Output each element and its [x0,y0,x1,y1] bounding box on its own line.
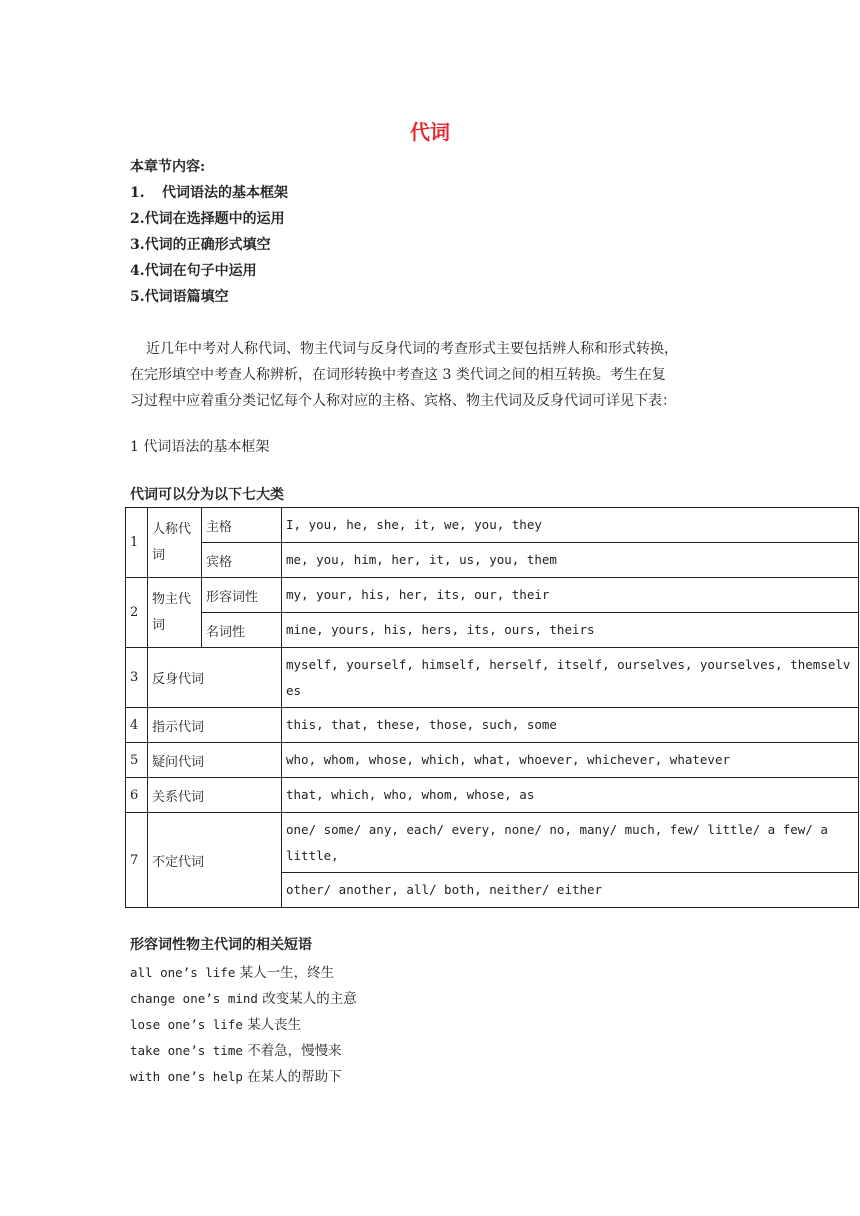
phrase-chinese: 某人丧生 [247,1017,302,1033]
chapter-contents [130,154,288,310]
category-cell: 不定代词 [148,813,282,908]
page-title: 代词 [410,120,450,144]
phrase-list [130,960,357,1090]
intro-paragraph [130,336,730,414]
contents-item-number: 4. [130,263,145,279]
intro-line: 习过程中应着重分类记忆每个人称对应的主格、宾格、物主代词及反身代词可详见下表： [130,393,676,409]
phrase-english: change one’s mind [130,991,258,1006]
row-number: 2 [126,578,148,648]
contents-heading: 本章节内容: [130,159,206,175]
contents-item-text: 代词语篇填空 [144,289,229,305]
words-cell: myself, yourself, himself, herself, itself, ourselves, yourselves, themselves [282,648,859,708]
phrase-english: with one’s help [130,1069,243,1084]
phrase-item [130,986,357,1012]
row-number: 6 [126,778,148,813]
phrase-item [130,960,357,986]
words-cell: that, which, who, whom, whose, as [282,778,859,813]
contents-item-text: 代词语法的基本框架 [162,185,288,201]
phrase-item [130,1012,357,1038]
category-cell: 指示代词 [148,708,282,743]
category-cell: 人称代词 [148,508,202,578]
table-row [126,648,859,708]
phrase-chinese: 改变某人的主意 [262,991,357,1007]
row-number: 4 [126,708,148,743]
intro-line: 近几年中考对人称代词、物主代词与反身代词的考查形式主要包括辨人称和形式转换， [146,341,678,357]
words-cell: my, your, his, her, its, our, their [282,578,859,613]
phrase-english: take one’s time [130,1043,243,1058]
category-cell: 物主代词 [148,578,202,648]
table-row [126,543,859,578]
category-cell: 反身代词 [148,648,282,708]
contents-item-number: 2. [130,211,145,227]
row-number: 7 [126,813,148,908]
words-cell: mine, yours, his, hers, its, ours, theirs [282,613,859,648]
words-cell: other/ another, all/ both, neither/ either [282,873,859,908]
table-row [126,708,859,743]
table-row [126,813,859,873]
phrase-item [130,1038,357,1064]
contents-item [130,232,288,258]
intro-line: 在完形填空中考查人称辨析，在词形转换中考查这 3 类代词之间的相互转换。考生在复 [130,367,666,383]
phrase-item [130,1064,357,1090]
contents-item [130,180,288,206]
words-cell: one/ some/ any, each/ every, none/ no, many/ much, few/ little/ a few/ a little, [282,813,859,873]
phrase-english: all one’s life [130,965,236,980]
row-number: 5 [126,743,148,778]
words-cell: this, that, these, those, such, some [282,708,859,743]
contents-item-number: 3. [130,237,145,253]
contents-item [130,206,288,232]
table-row [126,778,859,813]
subcategory-cell: 宾格 [202,543,282,578]
phrase-chinese: 不着急，慢慢来 [247,1043,342,1059]
phrase-chinese: 在某人的帮助下 [247,1069,342,1085]
subcategory-cell: 主格 [202,508,282,543]
words-cell: who, whom, whose, which, what, whoever, whichever, whatever [282,743,859,778]
pronoun-table [125,507,859,908]
table-row [126,613,859,648]
subcategory-cell: 名词性 [202,613,282,648]
table-row [126,508,859,543]
table-row [126,578,859,613]
contents-item-text: 代词在选择题中的运用 [144,211,285,227]
contents-item [130,284,288,310]
contents-item-number: 1. [130,185,145,201]
table-row [126,743,859,778]
category-cell: 疑问代词 [148,743,282,778]
contents-item-number: 5. [130,289,145,305]
table-caption: 代词可以分为以下七大类 [130,487,284,503]
words-cell: me, you, him, her, it, us, you, them [282,543,859,578]
contents-item-text: 代词在句子中运用 [144,263,257,279]
phrase-chinese: 某人一生，终生 [239,965,335,981]
category-cell: 关系代词 [148,778,282,813]
phrase-english: lose one’s life [130,1017,243,1032]
contents-item-text: 代词的正确形式填空 [144,237,271,253]
phrases-heading: 形容词性物主代词的相关短语 [130,937,312,953]
contents-item [130,258,288,284]
row-number: 1 [126,508,148,578]
row-number: 3 [126,648,148,708]
section-heading: 1 代词语法的基本框架 [130,439,270,455]
subcategory-cell: 形容词性 [202,578,282,613]
words-cell: I, you, he, she, it, we, you, they [282,508,859,543]
